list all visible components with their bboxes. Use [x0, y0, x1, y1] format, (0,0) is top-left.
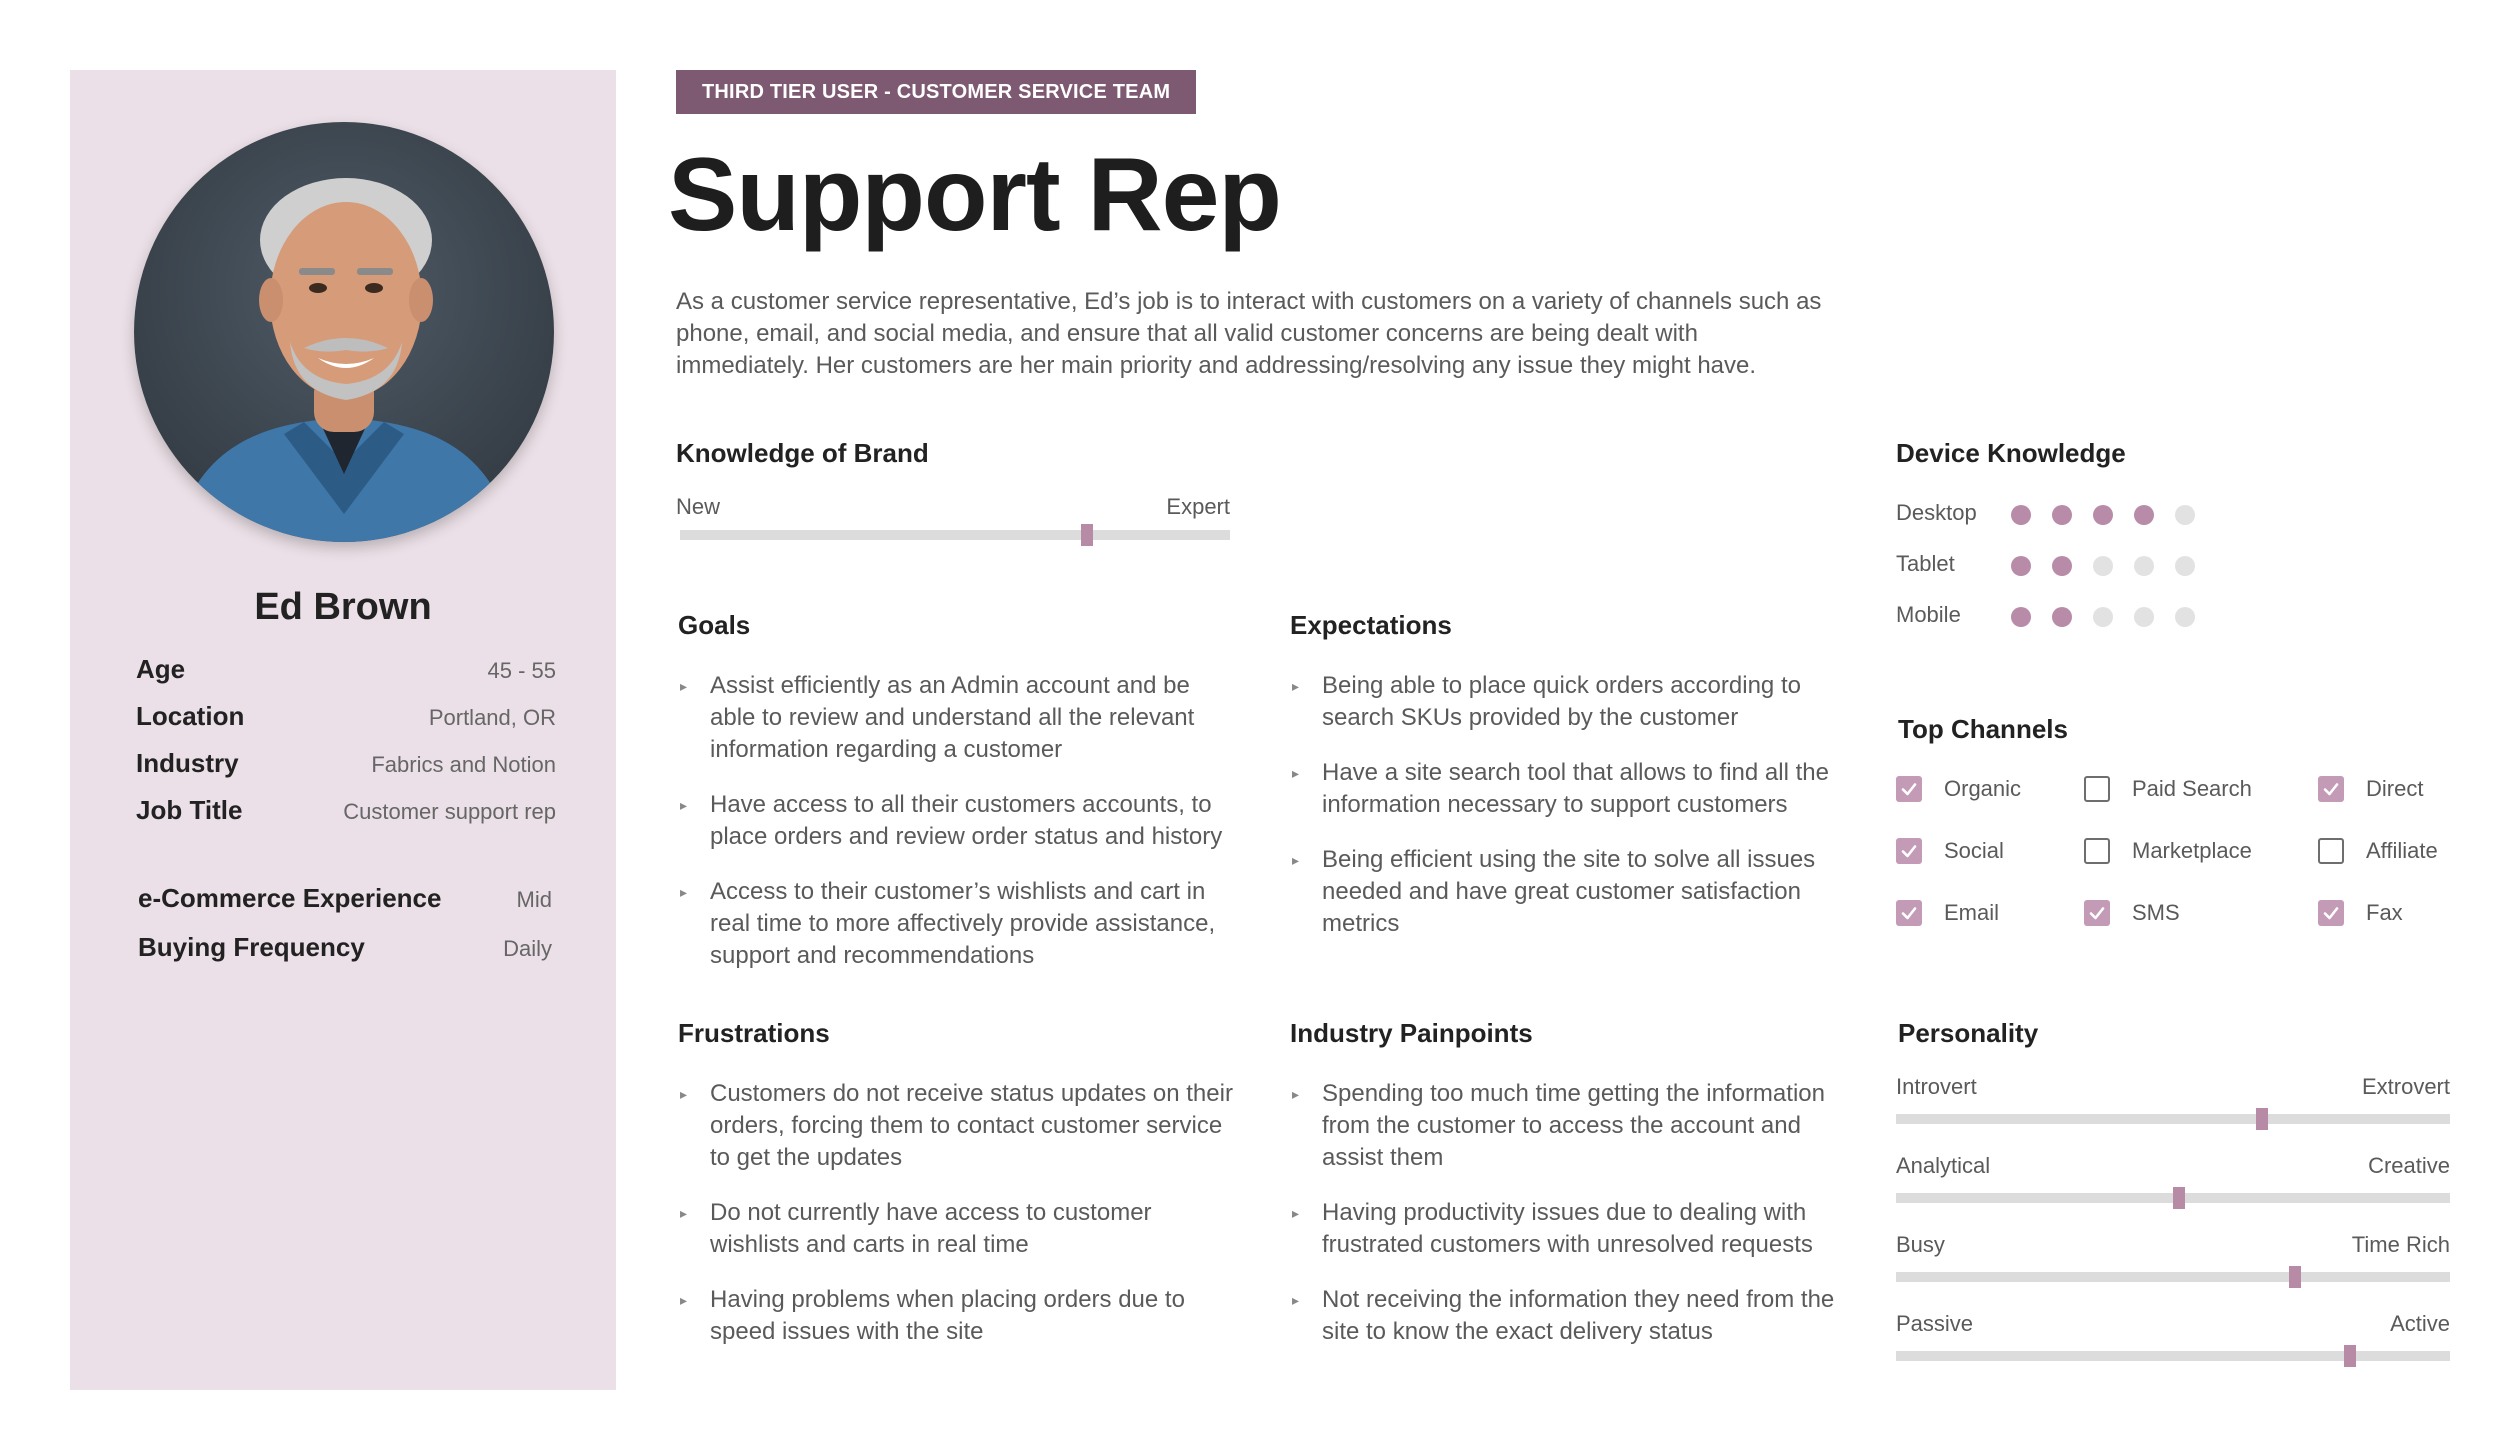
list-item: ▸ Access to their customer’s wishlists and cart in real time to more affectively provide assistance, support and recommendations: [680, 878, 1216, 969]
personality-title: Personality: [1898, 1018, 2039, 1048]
person-name: Ed Brown: [254, 586, 432, 628]
top-channels-title: Top Channels: [1898, 714, 2068, 744]
detail-row-location: [136, 701, 556, 732]
detail-row-job-title: [136, 795, 556, 826]
channel-social[interactable]: [1896, 838, 2004, 864]
intro-description: As a customer service representative, Ed’s job is to interact with customers on a variety of channels such as phone, email, and social media, and ensure that all valid customer concerns are being dealt with immediately. Her customers are her main priority and addressing/resolving any issue they might have.: [676, 288, 1822, 379]
personality-left-label: Busy: [1896, 1232, 1945, 1257]
channel-label: Social: [1944, 838, 2004, 863]
channel-label: Email: [1944, 900, 2000, 925]
level-dot-icon: [2134, 556, 2154, 576]
checkbox-checked-icon[interactable]: [1896, 838, 1922, 864]
device-label: Tablet: [1896, 551, 1955, 576]
checkbox-checked-icon[interactable]: [2318, 900, 2344, 926]
detail-value: Customer support rep: [343, 799, 556, 824]
bullet-icon: ▸: [1292, 1205, 1300, 1221]
bullet-icon: ▸: [680, 797, 688, 813]
detail-row-ecommerce-experience: [138, 883, 552, 914]
list-item: ▸ Customers do not receive status updates on their orders, forcing them to contact customer service to get the updates: [680, 1080, 1233, 1171]
detail-label: Job Title: [136, 795, 243, 825]
list-item: ▸ Having productivity issues due to dealing with frustrated customers with unresolved requests: [1292, 1199, 1813, 1258]
list-item: ▸ Being able to place quick orders according to search SKUs provided by the customer: [1292, 672, 1801, 731]
detail-value: Portland, OR: [428, 705, 556, 730]
detail-label: Age: [136, 654, 186, 684]
level-dot-icon: [2052, 556, 2072, 576]
list-item: ▸ Being efficient using the site to solve all issues needed and have great customer satisfaction metrics: [1292, 846, 1816, 937]
personality-slider-thumb: [2256, 1108, 2268, 1130]
channel-label: Direct: [2366, 776, 2424, 801]
level-dot-icon: [2093, 556, 2113, 576]
channel-affiliate[interactable]: [2318, 838, 2438, 864]
knowledge-slider-track: [680, 530, 1230, 540]
bullet-icon: ▸: [1292, 852, 1300, 868]
channel-label: SMS: [2132, 900, 2180, 925]
channel-label: Organic: [1944, 776, 2022, 801]
detail-label: Industry: [136, 748, 239, 778]
list-item: ▸ Assist efficiently as an Admin account and be able to review and understand all the relevant information regarding a customer: [680, 672, 1195, 763]
avatar: [134, 122, 554, 542]
personality-left-label: Introvert: [1896, 1074, 1977, 1099]
goals-title: Goals: [678, 610, 751, 640]
detail-value: Fabrics and Notion: [371, 752, 556, 777]
personality-slider-track: [1896, 1272, 2450, 1282]
personality-left-label: Passive: [1896, 1311, 1974, 1336]
personality-slider-track: [1896, 1351, 2450, 1361]
list-item: ▸ Have a site search tool that allows to find all the information necessary to support customers: [1292, 759, 1829, 818]
bullet-icon: ▸: [1292, 678, 1300, 694]
personality-left-label: Analytical: [1896, 1153, 1991, 1178]
detail-row-industry: [136, 748, 556, 779]
level-dot-icon: [2052, 607, 2072, 627]
knowledge-title: Knowledge of Brand: [676, 438, 929, 468]
detail-value: 45 - 55: [487, 658, 556, 683]
level-dot-icon: [2175, 556, 2195, 576]
channel-email[interactable]: [1896, 900, 1999, 926]
bullet-icon: ▸: [680, 1205, 688, 1221]
personality-right-label: Extrovert: [2361, 1074, 2450, 1099]
checkbox-checked-icon[interactable]: [1896, 900, 1922, 926]
level-dot-icon: [2175, 505, 2195, 525]
channel-label: Affiliate: [2366, 838, 2438, 863]
bullet-icon: ▸: [1292, 1292, 1300, 1308]
bullet-icon: ▸: [1292, 765, 1300, 781]
frustrations-title: Frustrations: [678, 1018, 830, 1048]
personality-right-label: Active: [2390, 1311, 2450, 1336]
list-item: ▸ Spending too much time getting the information from the customer to access the account and assist them: [1292, 1080, 1825, 1171]
personality-slider-track: [1896, 1193, 2450, 1203]
device-label: Desktop: [1896, 500, 1977, 525]
knowledge-slider-thumb: [1081, 524, 1093, 546]
checkbox-empty-icon[interactable]: [2318, 838, 2344, 864]
detail-label: Location: [136, 701, 245, 731]
level-dot-icon: [2134, 607, 2154, 627]
detail-label: Buying Frequency: [138, 932, 365, 962]
knowledge-min-label: New: [676, 494, 721, 519]
device-row-tablet: [1896, 549, 2256, 579]
device-label: Mobile: [1896, 602, 1961, 627]
device-row-mobile: [1896, 600, 2256, 630]
detail-row-age: [136, 654, 556, 685]
page-title: Support Rep: [668, 137, 1281, 253]
checkbox-checked-icon[interactable]: [2318, 776, 2344, 802]
level-dot-icon: [2011, 505, 2031, 525]
level-dot-icon: [2134, 505, 2154, 525]
detail-value: Daily: [503, 936, 552, 961]
level-dot-icon: [2093, 607, 2113, 627]
channel-paid-search[interactable]: [2084, 776, 2252, 802]
channel-organic[interactable]: [1896, 776, 2021, 802]
level-dot-icon: [2093, 505, 2113, 525]
tier-badge: THIRD TIER USER - CUSTOMER SERVICE TEAM: [676, 70, 1196, 114]
personality-slider-thumb: [2173, 1187, 2185, 1209]
channel-label: Fax: [2366, 900, 2403, 925]
channel-fax[interactable]: [2318, 900, 2403, 926]
level-dot-icon: [2052, 505, 2072, 525]
bullet-icon: ▸: [680, 1292, 688, 1308]
goals-list: [678, 670, 1238, 995]
list-item: ▸ Have access to all their customers accounts, to place orders and review order status and history: [680, 791, 1223, 850]
checkbox-checked-icon[interactable]: [1896, 776, 1922, 802]
device-knowledge-title: Device Knowledge: [1896, 438, 2126, 468]
detail-row-buying-frequency: [138, 932, 552, 963]
detail-value: Mid: [516, 887, 552, 912]
checkbox-empty-icon[interactable]: [2084, 838, 2110, 864]
knowledge-max-label: Expert: [1166, 494, 1230, 519]
detail-label: e-Commerce Experience: [138, 883, 442, 913]
checkbox-empty-icon[interactable]: [2084, 776, 2110, 802]
channel-marketplace[interactable]: [2084, 838, 2252, 864]
expectations-list: [1290, 670, 1850, 963]
frustrations-list: [678, 1078, 1238, 1371]
channel-sms[interactable]: [2084, 900, 2180, 926]
bullet-icon: ▸: [1292, 1086, 1300, 1102]
list-item: ▸ Not receiving the information they need from the site to know the exact delivery status: [1292, 1286, 1835, 1345]
bullet-icon: ▸: [680, 1086, 688, 1102]
channel-label: Paid Search: [2132, 776, 2252, 801]
level-dot-icon: [2175, 607, 2195, 627]
checkbox-checked-icon[interactable]: [2084, 900, 2110, 926]
bullet-icon: ▸: [680, 884, 688, 900]
list-item: ▸ Having problems when placing orders due to speed issues with the site: [680, 1286, 1185, 1345]
personality-right-label: Time Rich: [2351, 1232, 2450, 1257]
device-row-desktop: [1896, 498, 2256, 528]
profile-sidebar: [70, 70, 616, 1390]
expectations-title: Expectations: [1290, 610, 1452, 640]
painpoints-title: Industry Painpoints: [1290, 1018, 1533, 1048]
painpoints-list: [1290, 1078, 1850, 1371]
level-dot-icon: [2011, 556, 2031, 576]
bullet-icon: ▸: [680, 678, 688, 694]
personality-right-label: Creative: [2368, 1153, 2450, 1178]
personality-slider-thumb: [2344, 1345, 2356, 1367]
channel-direct[interactable]: [2318, 776, 2423, 802]
list-item: ▸ Do not currently have access to customer wishlists and carts in real time: [680, 1199, 1152, 1258]
personality-slider-track: [1896, 1114, 2450, 1124]
channel-label: Marketplace: [2132, 838, 2252, 863]
profile-photo: [134, 122, 554, 542]
personality-slider-thumb: [2289, 1266, 2301, 1288]
level-dot-icon: [2011, 607, 2031, 627]
